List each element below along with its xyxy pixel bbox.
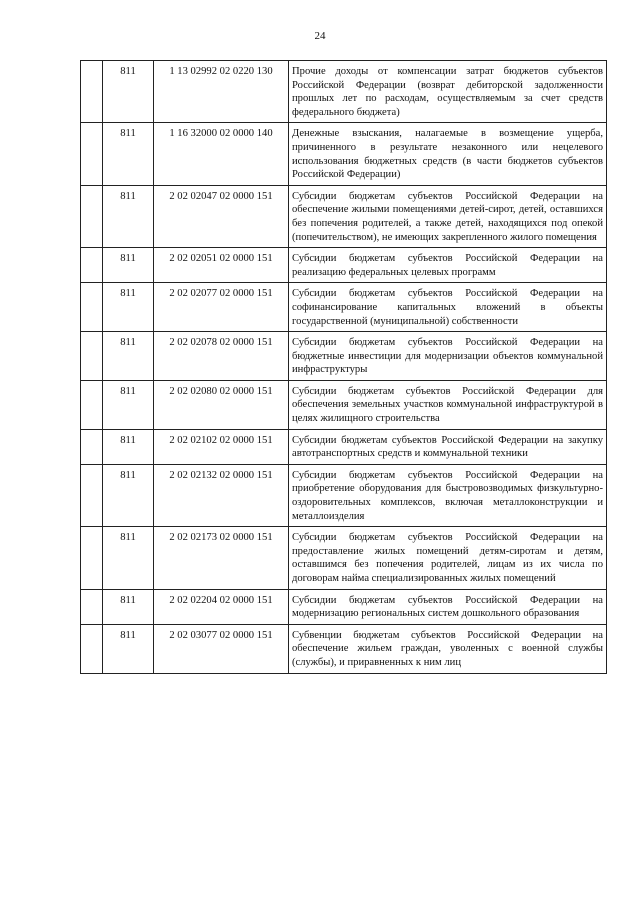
table-row — [81, 464, 607, 526]
admin-code-cell: 811 — [103, 61, 154, 123]
admin-code-cell: 811 — [103, 248, 154, 283]
admin-code-cell: 811 — [103, 332, 154, 381]
margin-cell — [81, 123, 103, 185]
page-number: 24 — [314, 30, 326, 42]
income-description-cell: Субвенции бюджетам субъектов Российской Федерации на обеспечение жильем граждан, уволенных с военной службы (службы), и приравненных к ним лиц — [289, 624, 607, 673]
income-description-cell: Субсидии бюджетам субъектов Российской Федерации на бюджетные инвестиции для модернизации объектов коммунальной инфраструктуры — [289, 332, 607, 381]
income-description-cell: Прочие доходы от компенсации затрат бюджетов субъектов Российской Федерации (возврат дебиторской задолженности прошлых лет по расходам, осуществляемым за счет средств федерального бюджета) — [289, 61, 607, 123]
income-description-cell: Субсидии бюджетам субъектов Российской Федерации на обеспечение жилыми помещениями детей-сирот, детей, оставшихся без попечения родителей, а также детей, находящихся под опекой (попечительством), не имеющих закрепленного жилого помещения — [289, 185, 607, 247]
admin-code-cell: 811 — [103, 283, 154, 332]
table-row — [81, 123, 607, 185]
margin-cell — [81, 185, 103, 247]
budget-classification-code-cell: 2 02 02078 02 0000 151 — [154, 332, 289, 381]
budget-classification-code-cell: 2 02 02077 02 0000 151 — [154, 283, 289, 332]
admin-code-cell: 811 — [103, 429, 154, 464]
margin-cell — [81, 589, 103, 624]
admin-code-cell: 811 — [103, 589, 154, 624]
income-description-cell: Субсидии бюджетам субъектов Российской Федерации для обеспечения земельных участков коммунальной инфраструктурой в целях жилищного строительства — [289, 380, 607, 429]
margin-cell — [81, 380, 103, 429]
income-description-cell: Субсидии бюджетам субъектов Российской Федерации на софинансирование капитальных вложений в объекты государственной (муниципальной) собственности — [289, 283, 607, 332]
budget-classification-code-cell: 2 02 02204 02 0000 151 — [154, 589, 289, 624]
table-body — [81, 61, 607, 674]
admin-code-cell: 811 — [103, 527, 154, 589]
margin-cell — [81, 248, 103, 283]
income-description-cell: Субсидии бюджетам субъектов Российской Федерации на модернизацию региональных систем дошкольного образования — [289, 589, 607, 624]
margin-cell — [81, 429, 103, 464]
budget-classification-code-cell: 2 02 02173 02 0000 151 — [154, 527, 289, 589]
budget-classification-code-cell: 2 02 02102 02 0000 151 — [154, 429, 289, 464]
table-row — [81, 332, 607, 381]
admin-code-cell: 811 — [103, 185, 154, 247]
table-row — [81, 61, 607, 123]
table-row — [81, 185, 607, 247]
admin-code-cell: 811 — [103, 464, 154, 526]
income-description-cell: Денежные взыскания, налагаемые в возмещение ущерба, причиненного в результате незаконного или нецелевого использования бюджетных средств (в части бюджетов субъектов Российской Федерации) — [289, 123, 607, 185]
admin-code-cell: 811 — [103, 624, 154, 673]
budget-classification-code-cell: 2 02 02132 02 0000 151 — [154, 464, 289, 526]
admin-code-cell: 811 — [103, 380, 154, 429]
margin-cell — [81, 61, 103, 123]
budget-classification-code-cell: 2 02 03077 02 0000 151 — [154, 624, 289, 673]
income-description-cell: Субсидии бюджетам субъектов Российской Федерации на предоставление жилых помещений детям-сиротам и детям, оставшимся без попечения родителей, лицам из их числа по договорам найма специализированных жилых помещений — [289, 527, 607, 589]
budget-classification-code-cell: 2 02 02047 02 0000 151 — [154, 185, 289, 247]
income-description-cell: Субсидии бюджетам субъектов Российской Федерации на закупку автотранспортных средств и коммунальной техники — [289, 429, 607, 464]
table-row — [81, 624, 607, 673]
margin-cell — [81, 464, 103, 526]
budget-classification-code-cell: 2 02 02051 02 0000 151 — [154, 248, 289, 283]
table-row — [81, 380, 607, 429]
table-row — [81, 429, 607, 464]
admin-code-cell: 811 — [103, 123, 154, 185]
table-row — [81, 248, 607, 283]
budget-classification-code-cell: 2 02 02080 02 0000 151 — [154, 380, 289, 429]
table-row — [81, 283, 607, 332]
margin-cell — [81, 624, 103, 673]
income-description-cell: Субсидии бюджетам субъектов Российской Федерации на реализацию федеральных целевых программ — [289, 248, 607, 283]
margin-cell — [81, 332, 103, 381]
income-description-cell: Субсидии бюджетам субъектов Российской Федерации на приобретение оборудования для быстровозводимых физкультурно-оздоровительных комплексов, включая металлоконструкции и металлоизделия — [289, 464, 607, 526]
table-row — [81, 589, 607, 624]
budget-codes-table — [80, 60, 607, 674]
table-row — [81, 527, 607, 589]
margin-cell — [81, 283, 103, 332]
margin-cell — [81, 527, 103, 589]
budget-classification-code-cell: 1 13 02992 02 0220 130 — [154, 61, 289, 123]
budget-classification-code-cell: 1 16 32000 02 0000 140 — [154, 123, 289, 185]
